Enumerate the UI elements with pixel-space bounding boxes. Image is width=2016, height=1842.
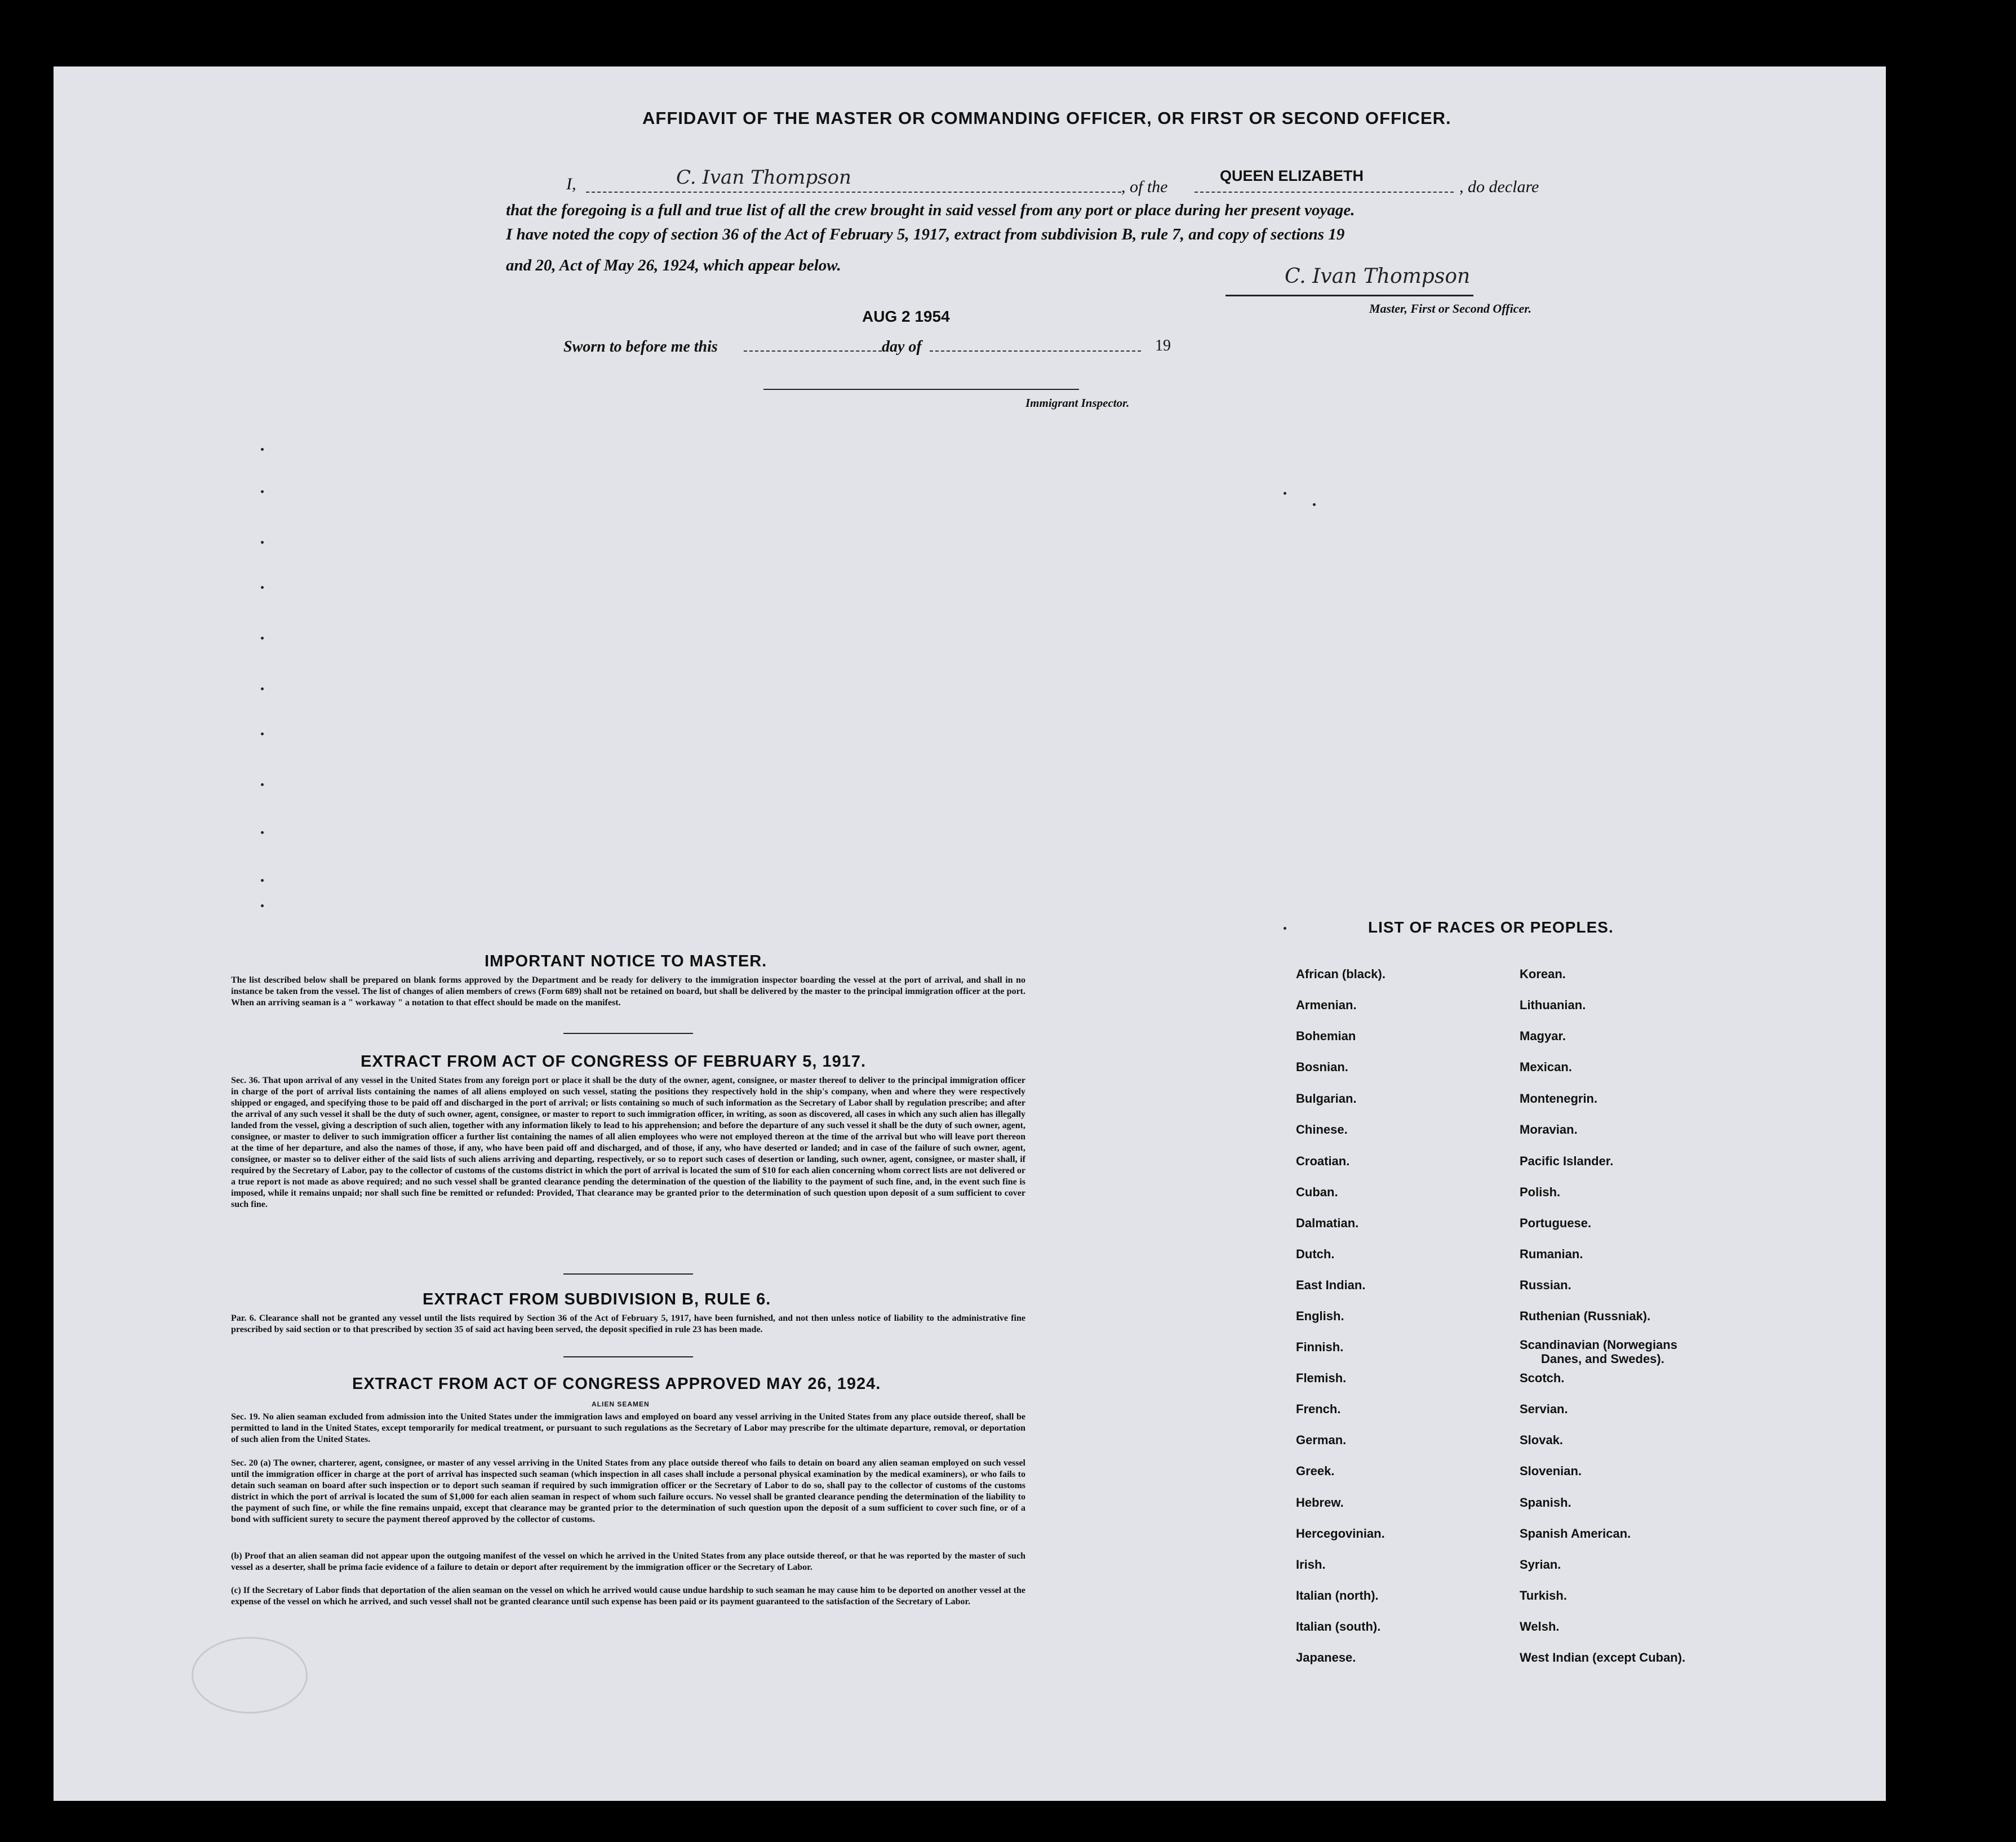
sworn-day-line <box>744 350 882 352</box>
extract-1924-subtitle: ALIEN SEAMEN <box>592 1400 650 1408</box>
affidavit-body-line3: and 20, Act of May 26, 1924, which appear below. <box>506 256 841 274</box>
officer-signature: C. Ivan Thompson <box>1285 265 1471 288</box>
officer-caption: Master, First or Second Officer. <box>1369 301 1532 316</box>
inspector-caption: Immigrant Inspector. <box>1025 396 1130 410</box>
bleed-dot <box>1313 503 1316 506</box>
race-entry: Magyar. <box>1520 1029 1566 1043</box>
affidavit-body-line1: that the foregoing is a full and true list of all the crew brought in said vessel from any port or place during her present voyage. <box>506 201 1355 219</box>
extract-1917-divider <box>563 1273 693 1275</box>
of-the-label: , of the <box>1121 177 1168 196</box>
race-entry: German. <box>1296 1433 1347 1447</box>
race-entry: Armenian. <box>1296 998 1357 1012</box>
race-entry: Japanese. <box>1296 1650 1356 1665</box>
affidavit-i-label: I, <box>566 175 576 193</box>
races-title: LIST OF RACES OR PEOPLES. <box>1368 918 1614 936</box>
race-entry: West Indian (except Cuban). <box>1520 1650 1686 1665</box>
binder-hole <box>1924 596 1951 623</box>
faint-circular-stamp <box>192 1637 308 1714</box>
sec19-text: Sec. 19. No alien seaman excluded from admission into the United States under the immigration laws and employed on board any vessel arriving in the United States from any place outside thereof, shall be permitted to land in the United States, except temporarily for medical treatment, or pursuant to such regulations as the Secretary of Labor may prescribe for the ultimate departure, removal, or deportation of such alien from the United States. <box>231 1412 1025 1444</box>
race-entry: Rumanian. <box>1520 1247 1583 1261</box>
race-entry: Syrian. <box>1520 1557 1561 1572</box>
sworn-month-line <box>930 350 1141 352</box>
race-entry: Scandinavian (Norwegians <box>1520 1338 1677 1352</box>
race-entry: Hercegovinian. <box>1296 1526 1385 1541</box>
race-entry: Hebrew. <box>1296 1495 1344 1510</box>
race-entry: Chinese. <box>1296 1122 1348 1137</box>
notice-title: IMPORTANT NOTICE TO MASTER. <box>485 952 767 970</box>
race-entry: Ruthenian (Russniak). <box>1520 1309 1651 1323</box>
race-entry: French. <box>1296 1402 1341 1416</box>
bleed-dot <box>261 733 264 735</box>
race-entry: Cuban. <box>1296 1185 1338 1199</box>
race-entry: Servian. <box>1520 1402 1568 1416</box>
binder-hole <box>1924 683 1951 711</box>
day-of-label: day of <box>882 338 922 356</box>
name-line <box>586 192 1121 193</box>
sworn-label: Sworn to before me this <box>563 338 718 356</box>
sec20b-text: (b) Proof that an alien seaman did not appear upon the outgoing manifest of the vessel on which he arrived in the United States from any place outside thereof, or that he was reported by the master of such vessel as a deserter, shall be prima facie evidence of a failure to detain or deport after requirement by the immigration officer or the Secretary of Labor. <box>231 1551 1025 1572</box>
race-entry: Slovak. <box>1520 1433 1564 1447</box>
race-entry: Turkish. <box>1520 1588 1567 1603</box>
bleed-dot <box>261 586 264 589</box>
affidavit-body-line2: I have noted the copy of section 36 of the Act of February 5, 1917, extract from subdivision B, rule 7, and copy of sections 19 <box>506 225 1345 243</box>
race-entry: Bosnian. <box>1296 1060 1348 1074</box>
bleed-dot <box>261 448 264 451</box>
rule6-text: Par. 6. Clearance shall not be granted any vessel until the lists required by Section 36 of the Act of February 5, 1917, have been furnished, and not then unless notice of liability to the administrative fine prescribed by said section or to that prescribed by section 35 of said act having been served, the deposit specified in rule 23 has been made. <box>231 1313 1025 1334</box>
binder-hole <box>1924 1431 1951 1458</box>
date-stamp: AUG 2 1954 <box>862 308 950 325</box>
race-entry: Croatian. <box>1296 1154 1350 1168</box>
extract-1917-text: Sec. 36. That upon arrival of any vessel in the United States from any foreign port or place it shall be the duty of the owner, agent, consignee, or master thereof to deliver to the principal immigration officer in charge of the port of arrival lists containing the names of all aliens employed on such vessel, stating the positions they respectively hold in the ship's company, when and where they were respectively shipped or engaged, and specifying those to be paid off and discharged in the port of arrival; or lists containing so much of such information as the Secretary of Labor shall by regulation prescribe; and after the arrival of any such vessel it shall be the duty of such owner, agent, consignee, or master to report to such immigration officer, in writing, as soon as discovered, all cases in which any such alien has illegally landed from the vessel, giving a description of such alien, together with any information likely to lead to his apprehension; and before the departure of any such vessel it shall be the duty of such owner, agent, consignee, or master to deliver to such immigration officer a further list containing the names of all alien employees who were not employed thereon at the time of the arrival but who will leave port thereon at the time of her departure, and also the names of those, if any, who have been paid off and discharged, and of those, if any, who have deserted or landed; and in case of the failure of such owner, agent, consignee, or master so to deliver either of the said lists of such aliens arriving and departing, respectively, or so to report such cases of desertion or landing, such owner, agent, consignee, or master shall, if required by the Secretary of Labor, pay to the collector of customs of the customs district in which the port of arrival is located the sum of $10 for each alien concerning whom correct lists are not delivered or a true report is not made as above required; and no such vessel shall be granted clearance pending the determination of the question of the liability to the payment of such fine, and, in the event such fine is imposed, while it remains unpaid; nor shall such fine be remitted or refunded: Provided, That clearance may be granted prior to the determination of such question upon deposit of a sum sufficient to cover such fine. <box>231 1076 1025 1209</box>
race-entry: Russian. <box>1520 1278 1571 1292</box>
race-entry: Dalmatian. <box>1296 1216 1359 1230</box>
year-prefix: 19 <box>1155 337 1171 354</box>
race-entry: Mexican. <box>1520 1060 1572 1074</box>
bleed-dot <box>261 879 264 882</box>
race-entry: Flemish. <box>1296 1371 1347 1385</box>
do-declare-label: , do declare <box>1459 177 1539 196</box>
race-entry: Spanish American. <box>1520 1526 1631 1541</box>
bleed-dot <box>261 490 264 493</box>
race-entry: African (black). <box>1296 967 1386 981</box>
notice-divider <box>563 1033 693 1034</box>
bleed-dot <box>261 904 264 907</box>
extract-1917-title: EXTRACT FROM ACT OF CONGRESS OF FEBRUARY 5, 1917. <box>361 1053 867 1071</box>
race-entry: Italian (north). <box>1296 1588 1379 1603</box>
race-entry: Spanish. <box>1520 1495 1571 1510</box>
race-entry: Scotch. <box>1520 1371 1565 1385</box>
bleed-dot <box>261 831 264 834</box>
race-entry: Slovenian. <box>1520 1464 1582 1478</box>
vessel-line <box>1194 192 1454 193</box>
bleed-dot <box>261 687 264 690</box>
rule6-title: EXTRACT FROM SUBDIVISION B, RULE 6. <box>423 1290 771 1308</box>
race-entry: East Indian. <box>1296 1278 1366 1292</box>
rule6-divider <box>563 1356 693 1357</box>
race-entry: Irish. <box>1296 1557 1326 1572</box>
race-entry: Moravian. <box>1520 1122 1578 1137</box>
race-entry: Lithuanian. <box>1520 998 1586 1012</box>
binder-hole <box>1924 329 1951 356</box>
affidavit-title: AFFIDAVIT OF THE MASTER OR COMMANDING OFFICER, OR FIRST OR SECOND OFFICER. <box>642 108 1451 128</box>
bleed-dot <box>261 637 264 640</box>
race-entry: Polish. <box>1520 1185 1561 1199</box>
race-entry: Bohemian <box>1296 1029 1356 1043</box>
sec20c-text: (c) If the Secretary of Labor finds that deportation of the alien seaman on the vessel on which he arrived would cause undue hardship to such seaman he may cause him to be deported on another vessel at the expense of the vessel on which he arrived, and such vessel shall not be granted clearance until such expense has been paid or its payment guaranteed to the satisfaction of the Secretary of Labor. <box>231 1586 1025 1606</box>
notice-text: The list described below shall be prepared on blank forms approved by the Department and be ready for delivery to the immigration inspector boarding the vessel at the port of arrival, and shall in no instance be taken from the vessel. The list of changes of alien members of crews (Form 689) shall not be retained on board, but shall be delivered by the master to the principal immigration officer at the port. When an arriving seaman is a " workaway " a notation to that effect should be made on the manifest. <box>231 975 1025 1007</box>
officer-signature-line <box>1225 295 1473 296</box>
race-entry: Italian (south). <box>1296 1619 1381 1634</box>
race-entry: Greek. <box>1296 1464 1335 1478</box>
race-entry: Bulgarian. <box>1296 1091 1357 1106</box>
race-entry: Finnish. <box>1296 1340 1344 1354</box>
race-entry: Montenegrin. <box>1520 1091 1598 1106</box>
inspector-line <box>763 389 1079 390</box>
bleed-dot <box>261 783 264 786</box>
extract-1924-title: EXTRACT FROM ACT OF CONGRESS APPROVED MAY 26, 1924. <box>352 1375 881 1393</box>
master-signature-name: C. Ivan Thompson <box>676 166 851 189</box>
bleed-dot <box>1284 927 1286 930</box>
race-entry: Korean. <box>1520 967 1566 981</box>
sec20a-text: Sec. 20 (a) The owner, charterer, agent, consignee, or master of any vessel arriving in the United States from any place outside thereof who fails to detain on board any alien seaman employed on such vessel until the immigration officer in charge at the port of arrival has inspected such seaman (which inspection in all cases shall include a personal physical examination by the medical examiners), or who fails to detain such seaman on board after such inspection or to deport such seaman if required by such immigration officer or the Secretary of Labor to do so, shall pay to the collector of customs of the customs district in which the port of arrival is located the sum of $1,000 for each alien seaman in respect of whom such failure occurs. No vessel shall be granted clearance pending the determination of the liability to the payment of such fine, or while the fine remains unpaid, except that clearance may be granted prior to the determination of such question upon the deposit of a sum sufficient to cover such fine, or of a bond with sufficient surety to secure the payment thereof approved by the collector of customs. <box>231 1458 1025 1524</box>
race-entry: Welsh. <box>1520 1619 1560 1634</box>
bleed-dot <box>1284 492 1286 495</box>
vessel-name-stamp: QUEEN ELIZABETH <box>1220 167 1364 184</box>
race-entry: Dutch. <box>1296 1247 1335 1261</box>
race-entry: Portuguese. <box>1520 1216 1592 1230</box>
binder-hole <box>1924 1614 1951 1641</box>
binder-hole <box>1924 1262 1951 1289</box>
race-entry: Danes, and Swedes). <box>1541 1352 1664 1366</box>
race-entry: Pacific Islander. <box>1520 1154 1614 1168</box>
race-entry: English. <box>1296 1309 1344 1323</box>
bleed-dot <box>261 541 264 544</box>
